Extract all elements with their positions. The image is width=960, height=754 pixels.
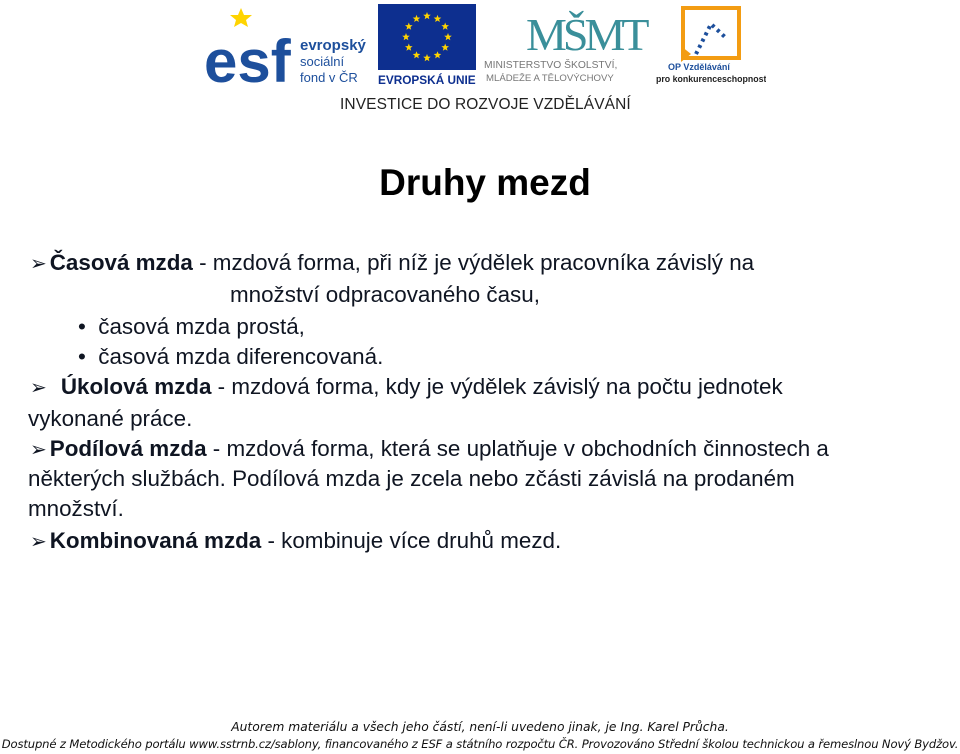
item-ukolova [30, 372, 783, 403]
text-casova-1: - mzdová forma, při níž je výdělek pracovníka závislý na [192, 250, 755, 275]
bullet-casova-diferencovana [78, 342, 383, 372]
arrow-bullet-icon: ➢ [30, 439, 47, 461]
header-logos [0, 0, 960, 120]
item-podilova-cont2: množství. [28, 496, 124, 521]
term-podilova: Podílová mzda [49, 436, 207, 461]
esf-line1: evropský [300, 37, 366, 54]
term-kombinovana: Kombinovaná mzda [49, 528, 262, 553]
msmt-line1: MINISTERSTVO ŠKOLSTVÍ, [484, 60, 618, 71]
item-kombinovana [30, 526, 561, 557]
arrow-bullet-icon: ➢ [30, 531, 47, 553]
invest-slogan: INVESTICE DO ROZVOJE VZDĚLÁVÁNÍ [340, 96, 631, 113]
arrow-bullet-icon: ➢ [30, 253, 47, 275]
op-frame [683, 8, 739, 58]
bullet-prosta-text: časová mzda prostá, [98, 314, 305, 339]
msmt-logo [484, 2, 650, 84]
bullet-diferencovana-text: časová mzda diferencovaná. [98, 344, 384, 369]
eu-caption: EVROPSKÁ UNIE [378, 73, 476, 86]
footer-source: Dostupné z Metodického portálu www.sstrnb.cz/sablony, financovaného z ESF a státního rozpočtu ČR. Provozováno Střední školou technickou a řemeslnou Nový Bydžov. [1, 737, 959, 751]
text-ukolova-1: - mzdová forma, kdy je výdělek závislý na počtu jednotek [211, 374, 783, 399]
esf-star-icon [230, 8, 252, 27]
op-path-icon [696, 24, 726, 54]
item-casova-cont: množství odpracovaného času, [230, 282, 540, 307]
item-podilova [30, 434, 829, 465]
dot-bullet-icon: • [78, 314, 99, 339]
eu-flag-logo [378, 4, 476, 86]
op-line2: pro konkurenceschopnost [656, 74, 766, 84]
term-ukolova: Úkolová mzda [60, 374, 212, 399]
page-title: Druhy mezd [379, 162, 591, 203]
dot-bullet-icon: • [78, 344, 99, 369]
item-casova [30, 248, 754, 279]
bullet-casova-prosta [78, 312, 305, 342]
msmt-letters: MŠMT [526, 9, 646, 60]
msmt-line2: MLÁDEŽE A TĚLOVÝCHOVY [486, 73, 614, 84]
op-logo [656, 2, 766, 86]
term-casova: Časová mzda [49, 250, 193, 275]
item-ukolova-cont: vykonané práce. [28, 406, 193, 431]
arrow-bullet-icon: ➢ [30, 377, 58, 399]
esf-line2: sociální [300, 54, 345, 69]
esf-letters: esf [204, 28, 291, 86]
op-line1: OP Vzdělávání [668, 62, 730, 72]
item-podilova-cont1: některých službách. Podílová mzda je zcela nebo zčásti závislá na prodaném [28, 466, 795, 491]
esf-logo [204, 4, 374, 86]
text-podilova-1: - mzdová forma, která se uplatňuje v obchodních činnostech a [206, 436, 829, 461]
text-kombinovana-1: - kombinuje více druhů mezd. [261, 528, 562, 553]
esf-line3: fond v ČR [300, 70, 358, 85]
footer-author: Autorem materiálu a všech jeho částí, není-li uvedeno jinak, je Ing. Karel Průcha. [231, 720, 729, 734]
